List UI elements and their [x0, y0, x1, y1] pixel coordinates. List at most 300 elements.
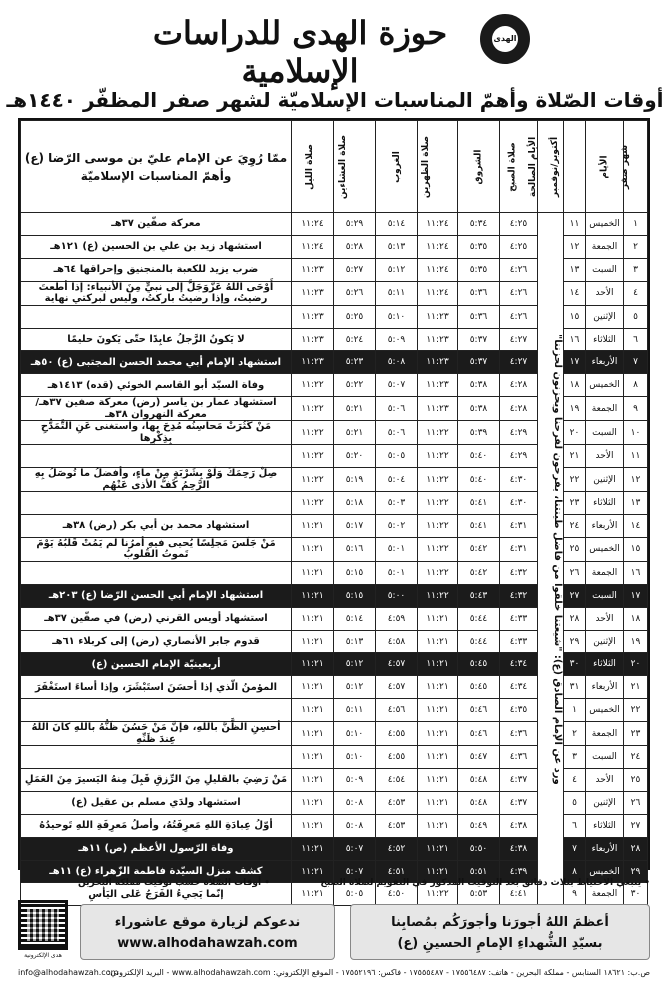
fajr-time: ٤:٣٤	[500, 653, 538, 676]
gregorian-date: ٣٠	[564, 653, 586, 676]
hijri-date: ٣	[624, 258, 648, 281]
maghrib-time: ٥:٠٩	[376, 328, 418, 351]
sunrise-time: ٥:٤١	[458, 492, 500, 515]
sunrise-time: ٥:٤٩	[458, 814, 500, 837]
fajr-time: ٤:٣٨	[500, 814, 538, 837]
hijri-date: ١١	[624, 445, 648, 468]
page-title: أوقات الصّلاة وأهمّ المناسبات الإسلاميّة لشهر صفر المظفّر ١٤٤٠هـ	[6, 88, 664, 112]
sunrise-time: ٥:٤٥	[458, 676, 500, 699]
maghrib-time: ٤:٥٧	[376, 653, 418, 676]
hawza-emblem-icon: الهدى	[480, 14, 530, 64]
fajr-time: ٤:٣٥	[500, 699, 538, 722]
weekday: السبت	[586, 258, 624, 281]
weekday: الجمعة	[586, 397, 624, 421]
maghrib-time: ٥:٠٠	[376, 584, 418, 607]
event-text	[21, 492, 292, 515]
weekday: الأربعاء	[586, 351, 624, 374]
gregorian-date: ٢٤	[564, 515, 586, 538]
night-prayer-time: ١١:٢٢	[292, 421, 334, 445]
sunrise-time: ٥:٣٧	[458, 328, 500, 351]
dhuhr-time: ١١:٢١	[418, 653, 458, 676]
maghrib-time: ٥:٠١	[376, 561, 418, 584]
night-prayer-time: ١١:٢١	[292, 515, 334, 538]
weekday: الأربعاء	[586, 676, 624, 699]
hijri-date: ٥	[624, 305, 648, 328]
gregorian-date: ٢١	[564, 445, 586, 468]
dhuhr-time: ١١:٢١	[418, 860, 458, 883]
hijri-date: ١٨	[624, 607, 648, 630]
maghrib-time: ٤:٥٣	[376, 814, 418, 837]
gregorian-date: ٣١	[564, 676, 586, 699]
hijri-date: ١٠	[624, 421, 648, 445]
night-prayer-time: ١١:٢٢	[292, 445, 334, 468]
gregorian-date: ٨	[564, 860, 586, 883]
gregorian-date: ١٥	[564, 305, 586, 328]
dhuhr-time: ١١:٢٢	[418, 537, 458, 561]
sunrise-time: ٥:٤٧	[458, 746, 500, 769]
sunrise-time: ٥:٥١	[458, 860, 500, 883]
night-prayer-time: ١١:٢٢	[292, 468, 334, 492]
fajr-time: ٤:٣١	[500, 515, 538, 538]
sunrise-time: ٥:٤٥	[458, 653, 500, 676]
logo-title: حوزة الهدى للدراسات الإسلامية	[152, 14, 448, 90]
event-text: المؤمنُ الّذي إذا أحسَنَ استَبْشَرَ، وإذا أساءَ استَغْفَرَ	[21, 676, 292, 699]
fajr-time: ٤:٤١	[500, 883, 538, 906]
dhuhr-time: ١١:٢٢	[418, 584, 458, 607]
sunrise-time: ٥:٣٨	[458, 374, 500, 397]
maghrib-time: ٥:٠٦	[376, 397, 418, 421]
hijri-date: ٢٣	[624, 722, 648, 746]
dhuhr-time: ١١:٢٢	[418, 492, 458, 515]
gregorian-date: ٢٥	[564, 537, 586, 561]
header-gregorian: أكتوبر/نوفمبر	[564, 121, 586, 213]
hijri-date: ٢١	[624, 676, 648, 699]
dhuhr-time: ١١:٢٢	[418, 445, 458, 468]
hijri-date: ٣٠	[624, 883, 648, 906]
isha-time: ٥:٢٢	[334, 374, 376, 397]
isha-time: ٥:١٩	[334, 468, 376, 492]
dhuhr-time: ١١:٢١	[418, 746, 458, 769]
header-night: صلاة الليل	[292, 121, 334, 213]
isha-time: ٥:٢٣	[334, 351, 376, 374]
sunrise-time: ٥:٤١	[458, 515, 500, 538]
weekday: الخميس	[586, 860, 624, 883]
event-text: استشهاد ولدَي مسلم بن عقيل (ع)	[21, 791, 292, 814]
hijri-date: ١٩	[624, 630, 648, 653]
hijri-date: ٢٧	[624, 814, 648, 837]
event-text	[21, 445, 292, 468]
dhuhr-time: ١١:٢٢	[418, 883, 458, 906]
isha-time: ٥:١٠	[334, 746, 376, 769]
night-prayer-time: ١١:٢١	[292, 883, 334, 906]
dhuhr-time: ١١:٢١	[418, 769, 458, 792]
weekday: الثلاثاء	[586, 814, 624, 837]
fajr-time: ٤:٢٩	[500, 421, 538, 445]
event-text: وفاة الرّسول الأعظم (ص) ١١هـ	[21, 837, 292, 860]
hijri-date: ٩	[624, 397, 648, 421]
hijri-date: ٢٦	[624, 791, 648, 814]
hijri-date: ٢٥	[624, 769, 648, 792]
weekday: الأحد	[586, 769, 624, 792]
night-prayer-time: ١١:٢١	[292, 791, 334, 814]
sunrise-time: ٥:٣٩	[458, 421, 500, 445]
weekday: الثلاثاء	[586, 492, 624, 515]
isha-time: ٥:٠٥	[334, 883, 376, 906]
night-prayer-time: ١١:٢١	[292, 537, 334, 561]
sunrise-time: ٥:٣٤	[458, 213, 500, 236]
isha-time: ٥:٠٨	[334, 791, 376, 814]
night-prayer-time: ١١:٢١	[292, 607, 334, 630]
header-events: ممّا رُوِيَ عن الإمام عليّ بن موسى الرّضا (ع) وأهمّ المناسبات الإسلاميّة	[21, 121, 292, 213]
maghrib-time: ٥:١٤	[376, 213, 418, 236]
sunrise-time: ٥:٣٧	[458, 351, 500, 374]
isha-time: ٥:٢٧	[334, 258, 376, 281]
sunrise-time: ٥:٣٥	[458, 235, 500, 258]
dhuhr-time: ١١:٢١	[418, 791, 458, 814]
isha-time: ٥:١٤	[334, 607, 376, 630]
dhuhr-time: ١١:٢١	[418, 607, 458, 630]
weekday: الجمعة	[586, 722, 624, 746]
dhuhr-time: ١١:٢٣	[418, 305, 458, 328]
sunrise-time: ٥:٤٠	[458, 468, 500, 492]
dhuhr-time: ١١:٢٢	[418, 515, 458, 538]
event-text: استشهاد الإمام أبي محمد الحسن المجتبى (ع) ٥٠هـ	[21, 351, 292, 374]
event-text: أحسِنِ الظَّنَّ باللهِ، فإنَّ مَنْ حَسُنَ ظَنُّهُ باللهِ كانَ اللهُ عِندَ ظَنِّهِ	[21, 722, 292, 746]
maghrib-time: ٤:٥٩	[376, 607, 418, 630]
event-text	[21, 699, 292, 722]
header-maghrib: الغروب	[376, 121, 418, 213]
weekday: الأحد	[586, 281, 624, 305]
header	[0, 0, 670, 90]
event-text: قدوم جابر الأنصاري (رض) إلى كربلاء ٦١هـ	[21, 630, 292, 653]
weekday: السبت	[586, 421, 624, 445]
isha-time: ٥:٠٧	[334, 860, 376, 883]
dhuhr-time: ١١:٢١	[418, 676, 458, 699]
gregorian-date: ١٣	[564, 258, 586, 281]
fajr-time: ٤:٣٦	[500, 746, 538, 769]
sunrise-time: ٥:٤٠	[458, 445, 500, 468]
isha-time: ٥:٠٩	[334, 769, 376, 792]
event-text	[21, 746, 292, 769]
maghrib-time: ٥:١٢	[376, 258, 418, 281]
gregorian-date: ١٩	[564, 397, 586, 421]
gregorian-date: ١٢	[564, 235, 586, 258]
event-text: وفاة السيّد أبو القاسم الخوئي (قده) ١٤١٣هـ	[21, 374, 292, 397]
gregorian-date: ٢	[564, 722, 586, 746]
isha-time: ٥:١١	[334, 699, 376, 722]
weekday: الإثنين	[586, 791, 624, 814]
fajr-time: ٤:٢٨	[500, 374, 538, 397]
night-prayer-time: ١١:٢٢	[292, 492, 334, 515]
hijri-date: ٨	[624, 374, 648, 397]
gregorian-date: ٩	[564, 883, 586, 906]
night-prayer-time: ١١:٢٣	[292, 328, 334, 351]
sunrise-time: ٥:٣٦	[458, 305, 500, 328]
dhuhr-time: ١١:٢١	[418, 630, 458, 653]
sunrise-time: ٥:٥٠	[458, 837, 500, 860]
night-prayer-time: ١١:٢٣	[292, 281, 334, 305]
dhuhr-time: ١١:٢٣	[418, 374, 458, 397]
fajr-time: ٤:٣٣	[500, 607, 538, 630]
fajr-time: ٤:٣٨	[500, 837, 538, 860]
event-text: أَوْحَى اللهُ عَزَّوَجَلَّ إلى نبيٍّ مِنَ الأنبياء: إذا أطعتَ رضيتُ، وإذا رضيتُ باركتُ، وليس لبركتي نهاية	[21, 281, 292, 305]
night-prayer-time: ١١:٢٣	[292, 351, 334, 374]
hijri-date: ١٣	[624, 492, 648, 515]
dhuhr-time: ١١:٢١	[418, 722, 458, 746]
maghrib-time: ٥:١٣	[376, 235, 418, 258]
night-prayer-time: ١١:٢١	[292, 653, 334, 676]
header-isha: صلاة العشاءين	[334, 121, 376, 213]
qr-label: هدى الإلكترونية	[24, 952, 62, 959]
sunrise-time: ٥:٣٦	[458, 281, 500, 305]
hijri-date: ١	[624, 213, 648, 236]
maghrib-time: ٥:١١	[376, 281, 418, 305]
weekday: الأربعاء	[586, 837, 624, 860]
sunrise-time: ٥:٣٥	[458, 258, 500, 281]
night-prayer-time: ١١:٢١	[292, 860, 334, 883]
gregorian-date: ٢٣	[564, 492, 586, 515]
hijri-date: ٢	[624, 235, 648, 258]
hijri-date: ١٤	[624, 515, 648, 538]
night-prayer-time: ١١:٢١	[292, 699, 334, 722]
event-text: استشهاد محمد بن أبي بكر (رض) ٣٨هـ	[21, 515, 292, 538]
isha-time: ٥:٢١	[334, 421, 376, 445]
sunrise-time: ٥:٣٨	[458, 397, 500, 421]
hijri-date: ٤	[624, 281, 648, 305]
dhuhr-time: ١١:٢٤	[418, 258, 458, 281]
isha-time: ٥:٢٠	[334, 445, 376, 468]
hijri-date: ١٢	[624, 468, 648, 492]
event-text: مَنْ كَثُرَتْ مَحاسِنُه مُدِحَ بِها، واستغنى عَنِ التَّمَدُّحِ بِذِكْرِها	[21, 421, 292, 445]
dhuhr-time: ١١:٢٤	[418, 281, 458, 305]
event-text	[21, 305, 292, 328]
maghrib-time: ٥:٠٢	[376, 515, 418, 538]
fajr-time: ٤:٣٧	[500, 791, 538, 814]
gregorian-date: ٣	[564, 746, 586, 769]
fajr-time: ٤:٣٠	[500, 468, 538, 492]
sunrise-time: ٥:٤٤	[458, 607, 500, 630]
event-text: استشهاد عمار بن ياسر (رض) معركة صفين ٣٧هـ/معركة النهروان ٣٨هـ	[21, 397, 292, 421]
header-dhuhr: صلاة الظهرين	[418, 121, 458, 213]
weekday: السبت	[586, 584, 624, 607]
isha-time: ٥:١٥	[334, 584, 376, 607]
fajr-time: ٤:٢٧	[500, 328, 538, 351]
dhuhr-time: ١١:٢١	[418, 814, 458, 837]
night-prayer-time: ١١:٢١	[292, 837, 334, 860]
dhuhr-time: ١١:٢٣	[418, 328, 458, 351]
gregorian-date: ١٧	[564, 351, 586, 374]
sunrise-time: ٥:٤٢	[458, 561, 500, 584]
gregorian-date: ٦	[564, 814, 586, 837]
gregorian-date: ٧	[564, 837, 586, 860]
sunrise-time: ٥:٤٣	[458, 584, 500, 607]
condolence-line-1: أعظمَ اللهُ أجورَنا وأجورَكُم بمُصابِنا	[391, 915, 609, 930]
fajr-time: ٤:٢٦	[500, 305, 538, 328]
website-link[interactable]: www.alhodahawzah.com	[117, 935, 298, 951]
isha-time: ٥:٠٨	[334, 814, 376, 837]
sunrise-time: ٥:٥٣	[458, 883, 500, 906]
weekday: الخميس	[586, 213, 624, 236]
isha-time: ٥:٢٦	[334, 281, 376, 305]
gregorian-date: ٢٢	[564, 468, 586, 492]
night-prayer-time: ١١:٢١	[292, 769, 334, 792]
maghrib-time: ٥:٠٣	[376, 492, 418, 515]
qr-code-icon[interactable]	[18, 900, 68, 950]
gregorian-date: ٢٠	[564, 421, 586, 445]
maghrib-time: ٥:٠١	[376, 537, 418, 561]
maghrib-time: ٥:٠٤	[376, 468, 418, 492]
isha-time: ٥:١٧	[334, 515, 376, 538]
gregorian-date: ٤	[564, 769, 586, 792]
gregorian-date: ١٨	[564, 374, 586, 397]
table-row	[21, 213, 648, 236]
night-prayer-time: ١١:٢٢	[292, 374, 334, 397]
fajr-time: ٤:٢٥	[500, 235, 538, 258]
event-text: لا يَكونُ الرَّجلُ عابِدًا حتّى يَكونَ حليمًا	[21, 328, 292, 351]
dhuhr-time: ١١:٢٤	[418, 235, 458, 258]
maghrib-time: ٥:٠٦	[376, 421, 418, 445]
isha-time: ٥:١٥	[334, 561, 376, 584]
weekday: السبت	[586, 746, 624, 769]
hijri-date: ٢٤	[624, 746, 648, 769]
weekday: الجمعة	[586, 561, 624, 584]
weekday: الخميس	[586, 537, 624, 561]
weekday: الثلاثاء	[586, 653, 624, 676]
night-prayer-time: ١١:٢٤	[292, 213, 334, 236]
event-text: مَنْ جَلَسَ مَجلِسًا يُحيى فيهِ أمرُنا لم يَمُتْ قَلبُهُ يَوْمَ تَموتُ القُلوبُ	[21, 537, 292, 561]
night-prayer-time: ١١:٢١	[292, 584, 334, 607]
isha-time: ٥:١٨	[334, 492, 376, 515]
event-text: مَنْ رَضِيَ بالقليلِ مِنَ الرِّزقِ قَبِلَ مِنهُ اليَسيرَ مِنَ العَمَلِ	[21, 769, 292, 792]
night-prayer-time: ١١:٢٣	[292, 258, 334, 281]
dhuhr-time: ١١:٢٢	[418, 468, 458, 492]
maghrib-time: ٤:٥٨	[376, 630, 418, 653]
night-prayer-time: ١١:٢١	[292, 722, 334, 746]
weekday: الإثنين	[586, 468, 624, 492]
event-text	[21, 561, 292, 584]
fajr-time: ٤:٢٦	[500, 258, 538, 281]
gregorian-date: ١٤	[564, 281, 586, 305]
fajr-time: ٤:٣٩	[500, 860, 538, 883]
event-text: إنّما يَجيءُ الفَرَجُ عَلى اليَأسِ	[21, 883, 292, 906]
weekday: الإثنين	[586, 305, 624, 328]
event-text: أربعينيّة الإمام الحسين (ع)	[21, 653, 292, 676]
sunrise-time: ٥:٤٦	[458, 699, 500, 722]
fajr-time: ٤:٣٦	[500, 722, 538, 746]
maghrib-time: ٥:٠٧	[376, 374, 418, 397]
event-text: ضرب يزيد للكعبة بالمنجنيق وإحراقها ٦٤هـ	[21, 258, 292, 281]
header-fajr: صلاة الصبح	[500, 121, 538, 213]
isha-time: ٥:١٢	[334, 653, 376, 676]
isha-time: ٥:٢٤	[334, 328, 376, 351]
dhuhr-time: ١١:٢٤	[418, 213, 458, 236]
gregorian-date: ٢٨	[564, 607, 586, 630]
footnote-timezone: • أوقات الصّلاة حسب توقيت مملكة البحرين	[78, 878, 270, 888]
maghrib-time: ٤:٥٥	[376, 746, 418, 769]
event-text: صِلْ رَحِمَكَ وَلَوْ بِشَرْبَةٍ مِنْ ماءٍ، وأفضلُ ما تُوصَلُ بِهِ الرَّحِمُ كَفُّ الأذى عَنْهُم	[21, 468, 292, 492]
night-prayer-time: ١١:٢٢	[292, 397, 334, 421]
weekday: الأحد	[586, 607, 624, 630]
fajr-time: ٤:٢٩	[500, 445, 538, 468]
fajr-time: ٤:٣٧	[500, 769, 538, 792]
event-text: استشهاد زيد بن علي بن الحسين (ع) ١٢١هـ	[21, 235, 292, 258]
hijri-date: ٢٩	[624, 860, 648, 883]
weekday: الأحد	[586, 445, 624, 468]
weekday: الخميس	[586, 699, 624, 722]
isha-time: ٥:٢٨	[334, 235, 376, 258]
night-prayer-time: ١١:٢٣	[292, 305, 334, 328]
header-day: الأيام	[586, 121, 624, 213]
sunrise-time: ٥:٤٨	[458, 791, 500, 814]
night-prayer-time: ١١:٢١	[292, 630, 334, 653]
isha-time: ٥:١٠	[334, 722, 376, 746]
night-prayer-time: ١١:٢١	[292, 746, 334, 769]
hijri-date: ٧	[624, 351, 648, 374]
gregorian-date: ٢٦	[564, 561, 586, 584]
maghrib-time: ٤:٥٢	[376, 837, 418, 860]
gregorian-date: ١	[564, 699, 586, 722]
sunrise-time: ٥:٤٨	[458, 769, 500, 792]
fajr-time: ٤:٣٢	[500, 584, 538, 607]
dhuhr-time: ١١:٢٢	[418, 421, 458, 445]
fajr-time: ٤:٣٤	[500, 676, 538, 699]
isha-time: ٥:٢٥	[334, 305, 376, 328]
header-sunrise: الشروق	[458, 121, 500, 213]
gregorian-date: ٢٧	[564, 584, 586, 607]
weekday: الجمعة	[586, 235, 624, 258]
maghrib-time: ٥:٠٨	[376, 351, 418, 374]
hijri-date: ١٧	[624, 584, 648, 607]
event-text: معركة صفّين ٣٧هـ	[21, 213, 292, 236]
dhuhr-time: ١١:٢٣	[418, 351, 458, 374]
night-prayer-time: ١١:٢٤	[292, 235, 334, 258]
fajr-time: ٤:٣٣	[500, 630, 538, 653]
isha-time: ٥:١٣	[334, 630, 376, 653]
maghrib-time: ٤:٥٧	[376, 676, 418, 699]
sunrise-time: ٥:٤٢	[458, 537, 500, 561]
sunrise-time: ٥:٤٤	[458, 630, 500, 653]
hijri-date: ٢٨	[624, 837, 648, 860]
contact-email[interactable]: info@alhodahawzah.com	[18, 968, 119, 977]
maghrib-time: ٤:٥٦	[376, 699, 418, 722]
fajr-time: ٤:٢٥	[500, 213, 538, 236]
hijri-date: ٢٢	[624, 699, 648, 722]
website-invite: ندعوكم لزيارة موقع عاشوراء	[114, 915, 301, 930]
condolence-line-2: بسيّدِ الشُّهداءِ الإمامِ الحسينِ (ع)	[397, 935, 603, 951]
weekday: الثلاثاء	[586, 328, 624, 351]
fajr-time: ٤:٢٦	[500, 281, 538, 305]
dhuhr-time: ١١:٢١	[418, 699, 458, 722]
condolence-box	[350, 904, 650, 960]
isha-time: ٥:١٦	[334, 537, 376, 561]
weekday: الخميس	[586, 374, 624, 397]
dhuhr-time: ١١:٢٢	[418, 561, 458, 584]
contact-address: ص.ب: ١٨٦٢١ السنابس - مملكة البحرين - هاتف: ١٧٥٥٦٤٨٧ - ١٧٥٥٥٤٨٧ - فاكس: ١٧٥٥٢١٩٦ - الموقع الإلكتروني: www.alhodahawzah.com - البريد الإلكتروني:	[107, 968, 650, 977]
gregorian-date: ٥	[564, 791, 586, 814]
weekday: الأربعاء	[586, 515, 624, 538]
maghrib-time: ٤:٥٣	[376, 791, 418, 814]
header-month: شهر صفر	[624, 121, 648, 213]
night-prayer-time: ١١:٢١	[292, 676, 334, 699]
event-text: استشهاد أويس القرني (رض) في صفّين ٣٧هـ	[21, 607, 292, 630]
gregorian-date: ١١	[564, 213, 586, 236]
maghrib-time: ٤:٥٤	[376, 769, 418, 792]
isha-time: ٥:٢١	[334, 397, 376, 421]
weekday: الإثنين	[586, 630, 624, 653]
contact-bar	[18, 966, 650, 984]
footnote-fajr: • ينبغي الاحتياط بثلاث دقائق بعد التوقيت المذكور في التقويم لصلاة الصبح	[320, 878, 650, 888]
gregorian-date: ١٦	[564, 328, 586, 351]
